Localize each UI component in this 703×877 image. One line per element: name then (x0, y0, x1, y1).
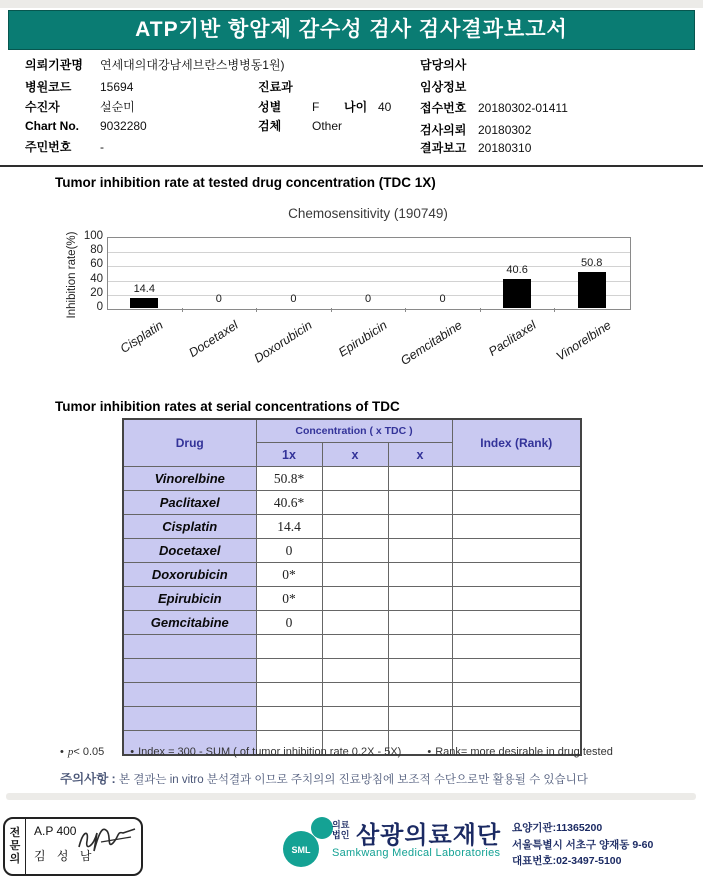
concentration-value-cell (388, 563, 452, 587)
info-label: 담당의사 (420, 58, 467, 72)
org-type-label (332, 821, 349, 840)
concentration-value-cell (256, 683, 322, 707)
info-label: 병원코드 (25, 80, 72, 94)
index-rank-cell (452, 635, 581, 659)
info-value: - (100, 140, 104, 154)
drug-name-cell: Vinorelbine (123, 467, 256, 491)
concentration-value-cell (322, 659, 388, 683)
info-value (312, 80, 344, 95)
bar-value-label: 0 (290, 293, 297, 305)
table-body (123, 467, 581, 756)
section-divider-line (0, 165, 703, 167)
caution-label: 주의사항 (60, 772, 109, 786)
drug-name-cell (123, 707, 256, 731)
index-rank-cell (452, 515, 581, 539)
y-tick-label: 0 (96, 301, 103, 313)
concentration-value-cell: 0* (256, 587, 322, 611)
concentration-value-cell (256, 659, 322, 683)
chemosensitivity-bar-chart (0, 200, 703, 375)
table-row (123, 539, 581, 563)
info-row (420, 58, 478, 73)
y-axis-label: Inhibition rate(%) (66, 231, 78, 319)
info-label: 진료과 (258, 80, 293, 94)
footnote-item: • Index = 300 - SUM ( of tumor inhibition rate 0.2X - 5X) (130, 746, 402, 758)
drug-name-cell: Doxorubicin (123, 563, 256, 587)
concentration-value-cell (388, 611, 452, 635)
info-row (25, 140, 104, 155)
table-section-title: Tumor inhibition rates at serial concentrations of TDC (55, 399, 400, 414)
axis-tick (331, 308, 332, 312)
concentration-value-cell (322, 587, 388, 611)
signature-scribble (73, 821, 139, 855)
report-title-banner (8, 10, 695, 50)
info-label: 주민번호 (25, 140, 72, 154)
concentration-value-cell (256, 707, 322, 731)
info-row (258, 100, 410, 115)
column-header-index-rank: Index (Rank) (452, 419, 581, 467)
drug-name-cell: Cisplatin (123, 515, 256, 539)
specialist-name: 김 성 남 (34, 849, 96, 863)
table-row (123, 491, 581, 515)
info-label: 검사의뢰 (420, 123, 467, 137)
specialist-stamp-content (26, 819, 141, 874)
footer-info-line: 대표번호:02-3497-5100 (512, 855, 622, 867)
info-row (420, 123, 531, 138)
bar-value-label: 14.4 (133, 282, 155, 295)
concentration-value-cell: 14.4 (256, 515, 322, 539)
gridline (108, 281, 630, 282)
table-row (123, 683, 581, 707)
concentration-value-cell (256, 635, 322, 659)
table-row (123, 563, 581, 587)
axis-tick (480, 308, 481, 312)
concentration-value-cell: 0* (256, 563, 322, 587)
axis-tick (405, 308, 406, 312)
gridline (108, 252, 630, 253)
info-row (25, 58, 285, 73)
bar-cisplatin (130, 298, 158, 308)
patient-info-section (0, 55, 703, 165)
info-value: 연세대의대강남세브란스병병동1원) (100, 58, 285, 72)
footer-separator-band (6, 793, 696, 800)
concentration-value-cell: 40.6* (256, 491, 322, 515)
bar-value-label: 40.6 (506, 264, 528, 277)
bar-value-label: 0 (215, 293, 222, 305)
drug-name-cell (123, 635, 256, 659)
info-value: 20180302-01411 (478, 101, 568, 115)
info-label: 접수번호 (420, 101, 467, 115)
info-label: 수진자 (25, 100, 60, 114)
concentration-value-cell (322, 515, 388, 539)
category-label: Cisplatin (118, 318, 166, 356)
info-label: 의뢰기관명 (25, 58, 83, 72)
index-rank-cell (452, 587, 581, 611)
bullet-icon: • (427, 746, 432, 758)
caution-text: 본 결과는 in vitro 분석결과 이므로 주치의의 진료방침에 보조적 수단으로만 활용될 수 있습니다 (118, 774, 588, 786)
table-row (123, 659, 581, 683)
concentration-value-cell (322, 539, 388, 563)
index-rank-cell (452, 491, 581, 515)
bullet-icon: • (60, 746, 64, 758)
drug-name-cell: Epirubicin (123, 587, 256, 611)
table-row (123, 587, 581, 611)
concentration-value-cell (388, 539, 452, 563)
bullet-icon: • (130, 746, 135, 758)
specialist-code: A.P 400 (34, 824, 77, 838)
top-border-strip (0, 0, 703, 8)
concentration-value-cell (322, 563, 388, 587)
report-title: ATP기반 항암제 감수성 검사 검사결과보고서 (135, 18, 568, 41)
serial-concentration-table (122, 418, 582, 756)
y-tick-label: 40 (90, 272, 103, 285)
column-header-x2: x (322, 443, 388, 467)
y-tick-label: 60 (90, 258, 103, 271)
info-row (258, 80, 344, 95)
concentration-value-cell: 50.8* (256, 467, 322, 491)
caution-colon: : (111, 772, 116, 786)
info-label: 성별 (258, 100, 282, 114)
info-value: 설순미 (100, 100, 135, 114)
table-row (123, 467, 581, 491)
concentration-value-cell (322, 707, 388, 731)
org-name: 삼광의료재단 (356, 822, 502, 849)
bar-value-label: 0 (439, 293, 446, 305)
chart-title: Chemosensitivity (190749) (288, 206, 448, 221)
bar-value-label: 0 (364, 293, 372, 305)
concentration-value-cell: 0 (256, 539, 322, 563)
specialist-vertical-label: 전 문 의 (5, 819, 26, 874)
info-label: 나이 (344, 100, 368, 114)
index-rank-cell (452, 539, 581, 563)
concentration-value-cell (388, 515, 452, 539)
y-tick-label: 100 (83, 230, 103, 242)
bar-paclitaxel (503, 279, 531, 308)
concentration-value-cell (388, 707, 452, 731)
info-row (420, 141, 531, 156)
category-label: Docetaxel (186, 318, 241, 361)
gridline (108, 266, 630, 267)
category-label: Epirubicin (335, 318, 390, 360)
y-tick-label: 20 (90, 286, 103, 299)
drug-name-cell: Docetaxel (123, 539, 256, 563)
axis-tick (256, 308, 257, 312)
table-footnotes (60, 746, 613, 758)
org-type-line2: 법인 (332, 829, 350, 840)
info-value: 40 (378, 100, 392, 114)
chart-section-title: Tumor inhibition rate at tested drug concentration (TDC 1X) (55, 175, 436, 190)
table-row (123, 611, 581, 635)
bar-value-label: 50.8 (580, 256, 603, 269)
info-row (25, 100, 135, 115)
concentration-value-cell: 0 (256, 611, 322, 635)
drug-name-cell: Paclitaxel (123, 491, 256, 515)
info-row (25, 119, 147, 134)
info-label: 임상정보 (420, 80, 467, 94)
drug-name-cell (123, 659, 256, 683)
column-header-x3: x (388, 443, 452, 467)
info-label: 결과보고 (420, 141, 467, 155)
drug-name-cell: Gemcitabine (123, 611, 256, 635)
concentration-value-cell (322, 611, 388, 635)
column-header-1x: 1x (256, 443, 322, 467)
concentration-value-cell (322, 491, 388, 515)
index-rank-cell (452, 659, 581, 683)
column-header-drug: Drug (123, 419, 256, 467)
info-label: 검체 (258, 119, 282, 133)
footer-info-line: 서울특별시 서초구 양재동 9-60 (512, 838, 654, 851)
concentration-value-cell (322, 467, 388, 491)
axis-tick (554, 308, 555, 312)
axis-tick (182, 308, 183, 312)
info-value: 20180302 (478, 123, 532, 137)
concentration-value-cell (322, 683, 388, 707)
index-rank-cell (452, 611, 581, 635)
y-tick-label: 80 (90, 244, 103, 257)
index-rank-cell (452, 683, 581, 707)
drug-name-cell (123, 683, 256, 707)
org-name-english: Samkwang Medical Laboratories (332, 847, 501, 859)
table-row (123, 635, 581, 659)
footer-contact-info (512, 820, 653, 870)
info-row (25, 80, 133, 95)
category-label: Vinorelbine (553, 318, 614, 364)
specialist-stamp-box (3, 817, 143, 876)
index-rank-cell (452, 467, 581, 491)
footnote-item: • p< 0.05 (60, 746, 105, 758)
column-header-concentration: Concentration ( x TDC ) (256, 419, 452, 443)
footer-info-line: 요양기관:11365200 (512, 822, 603, 834)
concentration-value-cell (388, 467, 452, 491)
table-row (123, 707, 581, 731)
serial-concentration-table-wrap (122, 418, 582, 756)
category-label: Paclitaxel (486, 318, 539, 359)
info-value: 9032280 (100, 119, 147, 133)
info-value: Other (312, 119, 343, 133)
table-row (123, 515, 581, 539)
concentration-value-cell (388, 635, 452, 659)
org-type-line1: 의료 (332, 820, 350, 830)
index-rank-cell (452, 707, 581, 731)
concentration-value-cell (388, 683, 452, 707)
bar-vinorelbine (578, 272, 606, 308)
footnote-item: • Rank= more desirable in drug tested (427, 746, 613, 758)
info-value: 15694 (100, 80, 134, 94)
info-value: F (312, 100, 320, 114)
info-row (420, 80, 478, 95)
info-row (420, 101, 568, 116)
concentration-value-cell (388, 491, 452, 515)
category-label: Doxorubicin (252, 318, 316, 366)
concentration-value-cell (388, 587, 452, 611)
info-row (258, 119, 344, 134)
info-value: 20180310 (478, 141, 532, 155)
concentration-value-cell (388, 659, 452, 683)
caution-note (60, 769, 588, 787)
concentration-value-cell (322, 635, 388, 659)
category-label: Gemcitabine (397, 318, 465, 368)
index-rank-cell (452, 563, 581, 587)
info-label: Chart No. (25, 119, 79, 133)
sml-logo-text: SML (291, 845, 311, 855)
